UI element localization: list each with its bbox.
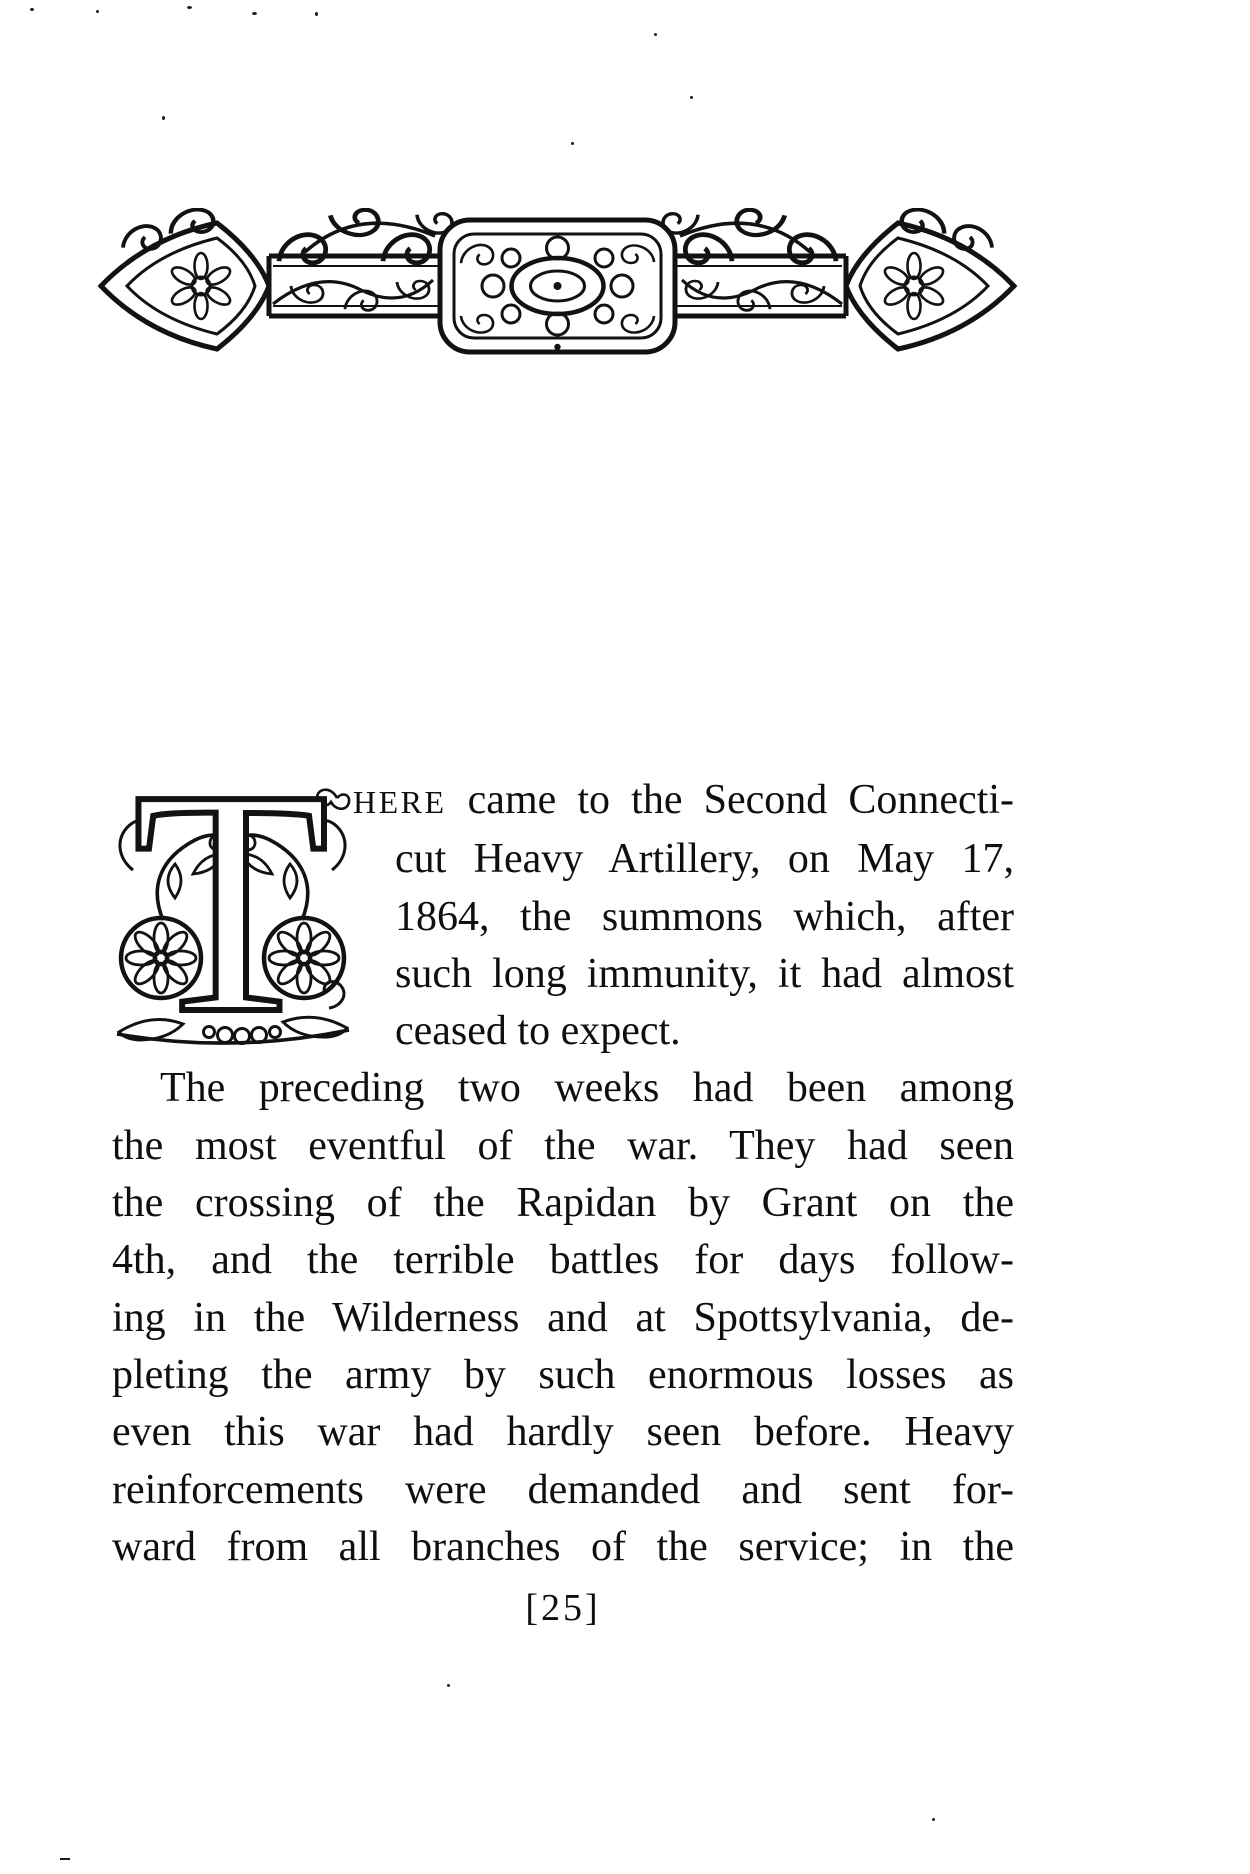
scan-speck — [315, 12, 318, 16]
scan-speck — [30, 8, 34, 11]
text-line: 1864, the summons which, after — [395, 893, 1014, 940]
drop-cap — [112, 723, 395, 1080]
small-caps-word: HERE — [353, 784, 447, 820]
text-block — [112, 723, 1014, 1630]
ornament-headpiece — [95, 208, 1020, 364]
text-line: pleting the army by such enormous losses as — [112, 1351, 1014, 1398]
line-text: came to the Second Connecti- — [446, 777, 1014, 823]
scan-speck — [932, 1818, 935, 1821]
scan-speck — [187, 6, 192, 9]
text-line: ward from all branches of the service; in the — [112, 1523, 1014, 1570]
drop-cap-letter: T — [132, 723, 330, 1080]
text-line: 4th, and the terrible battles for days follow- — [112, 1237, 1014, 1284]
paragraph-1 — [112, 723, 1014, 1080]
text-line: The preceding two weeks had been among — [160, 1065, 1014, 1112]
scan-speck — [447, 1684, 450, 1687]
page-number: [25] — [525, 1587, 601, 1630]
scan-speck — [96, 10, 99, 13]
scan-speck — [252, 12, 257, 15]
scan-speck — [162, 116, 165, 120]
text-line: even this war had hardly seen before. Heavy — [112, 1409, 1014, 1456]
scan-speck — [654, 33, 657, 36]
text-line: such long immunity, it had almost — [395, 950, 1014, 997]
text-line: reinforcements were demanded and sent for- — [112, 1466, 1014, 1513]
scan-speck — [571, 142, 574, 145]
text-line: the crossing of the Rapidan by Grant on the — [112, 1180, 1014, 1227]
text-line: the most eventful of the war. They had seen — [112, 1122, 1014, 1169]
scan-speck — [690, 96, 693, 99]
scan-speck — [60, 1858, 70, 1860]
paragraph-2 — [112, 1060, 1014, 1576]
text-line: ceased to expect. — [395, 1008, 681, 1055]
text-line: ing in the Wilderness and at Spottsylvania, de- — [112, 1294, 1014, 1341]
text-line: cut Heavy Artillery, on May 17, — [395, 836, 1014, 883]
drop-cap-initial-art — [113, 723, 353, 1080]
